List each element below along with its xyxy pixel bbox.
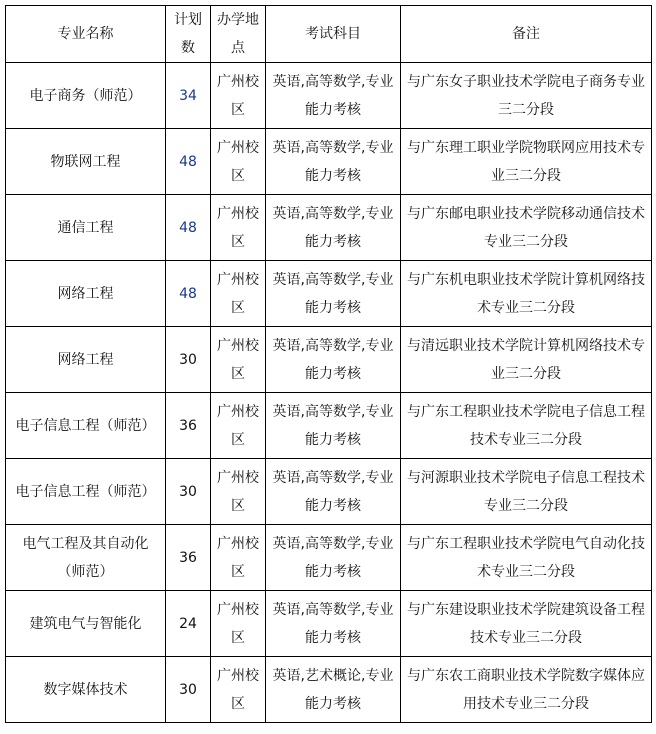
subjects-cell: 英语,高等数学,专业能力考核	[266, 591, 401, 657]
subjects-cell: 英语,高等数学,专业能力考核	[266, 525, 401, 591]
subjects-cell: 英语,高等数学,专业能力考核	[266, 63, 401, 129]
major-cell: 电子信息工程（师范）	[6, 393, 166, 459]
count-cell: 36	[166, 393, 211, 459]
note-cell: 与河源职业技术学院电子信息工程技术专业三二分段	[401, 459, 652, 525]
header-note: 备注	[401, 6, 652, 63]
count-cell: 30	[166, 459, 211, 525]
location-cell: 广州校区	[211, 63, 266, 129]
major-cell: 电气工程及其自动化（师范）	[6, 525, 166, 591]
major-cell: 数字媒体技术	[6, 657, 166, 723]
count-cell: 48	[166, 129, 211, 195]
note-cell: 与广东邮电职业技术学院移动通信技术专业三二分段	[401, 195, 652, 261]
count-cell: 48	[166, 195, 211, 261]
location-cell: 广州校区	[211, 327, 266, 393]
location-cell: 广州校区	[211, 393, 266, 459]
major-cell: 电子信息工程（师范）	[6, 459, 166, 525]
header-subjects: 考试科目	[266, 6, 401, 63]
count-cell: 36	[166, 525, 211, 591]
major-cell: 物联网工程	[6, 129, 166, 195]
subjects-cell: 英语,高等数学,专业能力考核	[266, 129, 401, 195]
location-cell: 广州校区	[211, 591, 266, 657]
subjects-cell: 英语,高等数学,专业能力考核	[266, 195, 401, 261]
subjects-cell: 英语,高等数学,专业能力考核	[266, 327, 401, 393]
count-cell: 34	[166, 63, 211, 129]
note-cell: 与广东工程职业技术学院电气自动化技术专业三二分段	[401, 525, 652, 591]
note-cell: 与广东女子职业技术学院电子商务专业三二分段	[401, 63, 652, 129]
table-row	[6, 261, 652, 327]
table-row	[6, 525, 652, 591]
major-cell: 网络工程	[6, 261, 166, 327]
subjects-cell: 英语,高等数学,专业能力考核	[266, 261, 401, 327]
note-cell: 与广东理工职业学院物联网应用技术专业三二分段	[401, 129, 652, 195]
header-row	[6, 6, 652, 63]
location-cell: 广州校区	[211, 657, 266, 723]
table-row	[6, 195, 652, 261]
subjects-cell: 英语,高等数学,专业能力考核	[266, 393, 401, 459]
table-row	[6, 129, 652, 195]
table-row	[6, 459, 652, 525]
note-cell: 与清远职业技术学院计算机网络技术专业三二分段	[401, 327, 652, 393]
subjects-cell: 英语,艺术概论,专业能力考核	[266, 657, 401, 723]
subjects-cell: 英语,高等数学,专业能力考核	[266, 459, 401, 525]
table-row	[6, 327, 652, 393]
header-count: 计划数	[166, 6, 211, 63]
note-cell: 与广东建设职业技术学院建筑设备工程技术专业三二分段	[401, 591, 652, 657]
header-location: 办学地点	[211, 6, 266, 63]
table-row	[6, 591, 652, 657]
location-cell: 广州校区	[211, 261, 266, 327]
header-major: 专业名称	[6, 6, 166, 63]
major-cell: 电子商务（师范）	[6, 63, 166, 129]
major-cell: 网络工程	[6, 327, 166, 393]
enrollment-table	[5, 5, 652, 723]
note-cell: 与广东机电职业技术学院计算机网络技术专业三二分段	[401, 261, 652, 327]
location-cell: 广州校区	[211, 459, 266, 525]
count-cell: 30	[166, 657, 211, 723]
note-cell: 与广东农工商职业技术学院数字媒体应用技术专业三二分段	[401, 657, 652, 723]
count-cell: 30	[166, 327, 211, 393]
count-cell: 24	[166, 591, 211, 657]
major-cell: 通信工程	[6, 195, 166, 261]
table-row	[6, 657, 652, 723]
location-cell: 广州校区	[211, 195, 266, 261]
location-cell: 广州校区	[211, 525, 266, 591]
major-cell: 建筑电气与智能化	[6, 591, 166, 657]
table-row	[6, 393, 652, 459]
location-cell: 广州校区	[211, 129, 266, 195]
table-row	[6, 63, 652, 129]
count-cell: 48	[166, 261, 211, 327]
note-cell: 与广东工程职业技术学院电子信息工程技术专业三二分段	[401, 393, 652, 459]
